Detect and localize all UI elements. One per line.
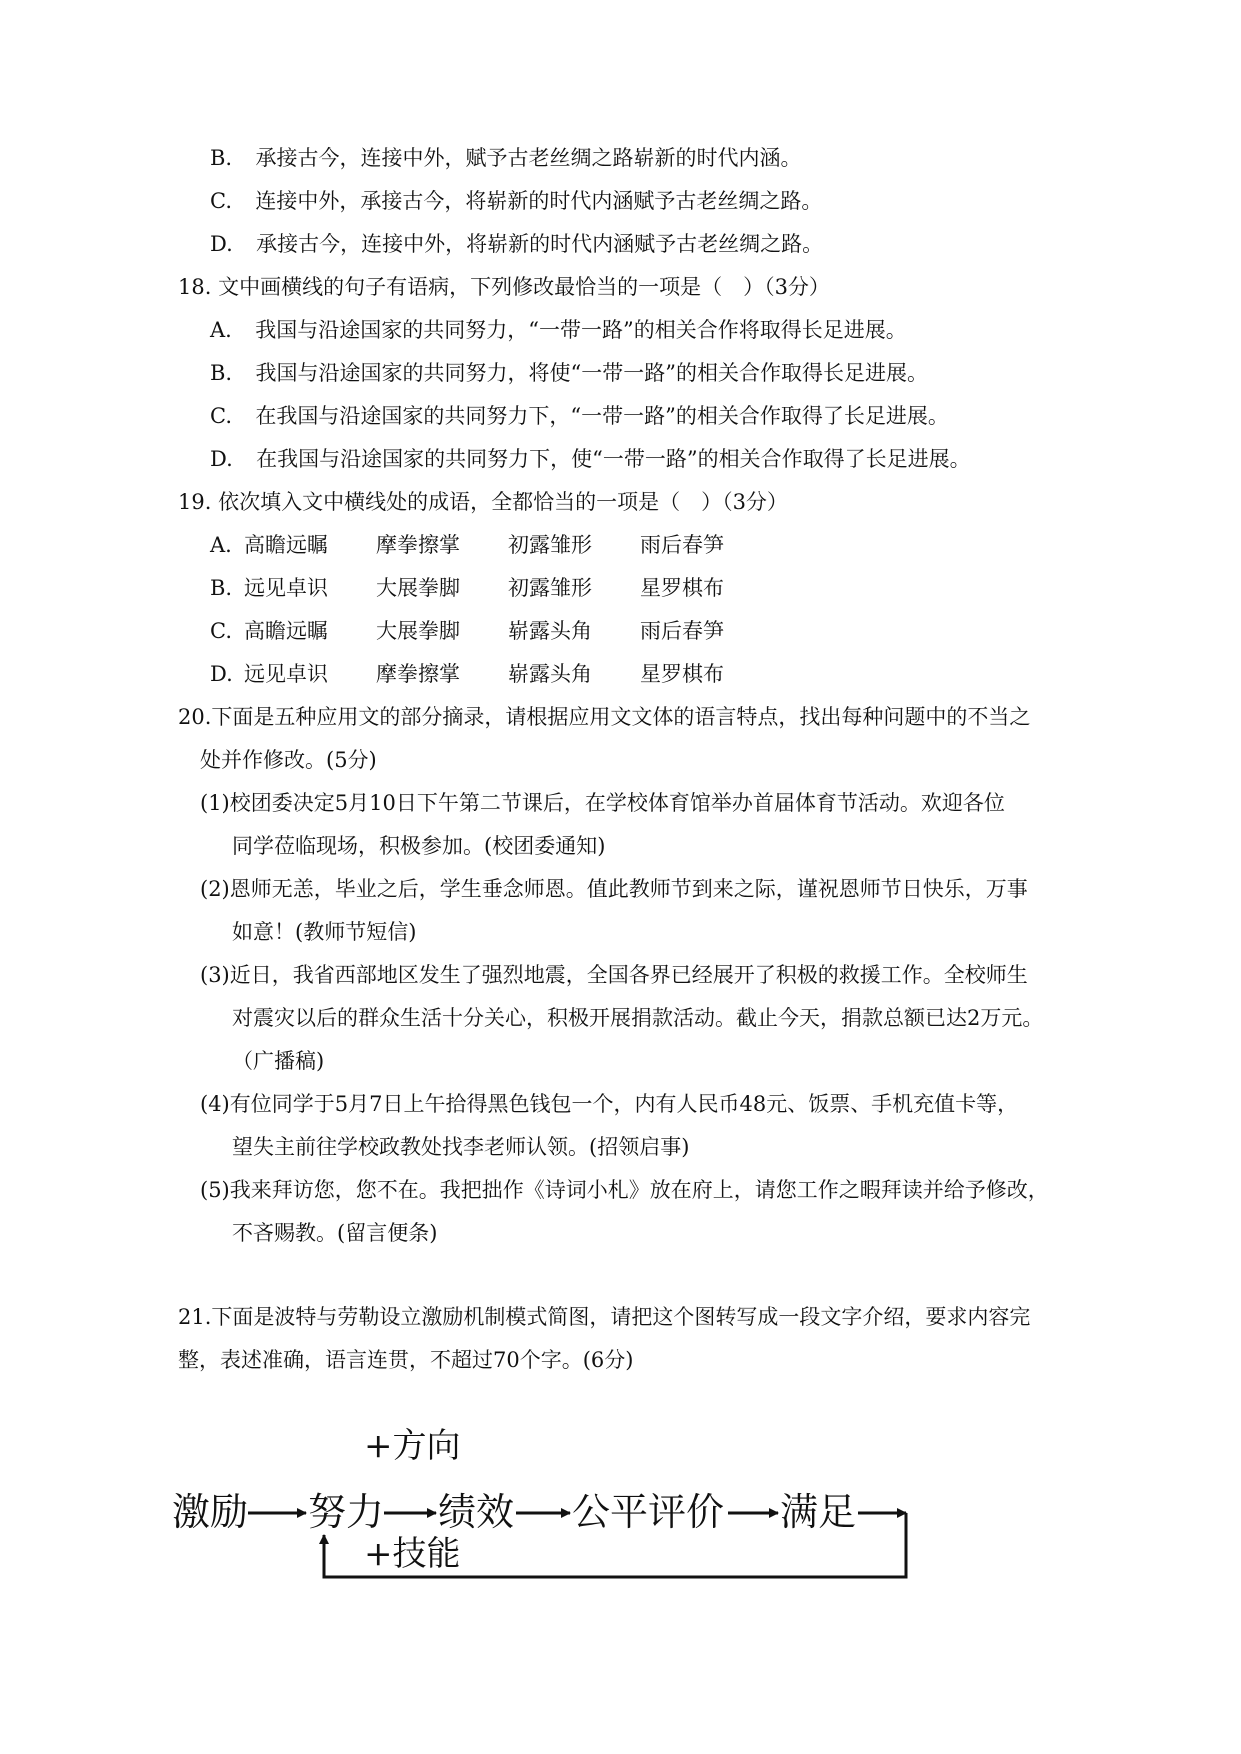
idiom: 崭露头角	[508, 619, 592, 643]
q20-item-3-line2: 对震灾以后的群众生活十分关心，积极开展捐款活动。截止今天，捐款总额已达2万元。	[232, 1006, 1044, 1030]
option-text: 承接古今，连接中外，将崭新的时代内涵赋予古老丝绸之路。	[256, 232, 824, 256]
q20-item-2-line2: 如意！(教师节短信)	[232, 920, 417, 944]
option-letter: A.	[210, 533, 232, 557]
idiom: 雨后春笋	[640, 619, 724, 643]
q20-stem-line1: 20.下面是五种应用文的部分摘录，请根据应用文文体的语言特点，找出每种问题中的不当之	[178, 705, 1031, 729]
idiom: 高瞻远瞩	[244, 533, 328, 557]
q18-stem: 18. 文中画横线的句子有语病，下列修改最恰当的一项是（ ）（3分）	[178, 275, 830, 299]
node-incentive: 激励	[172, 1490, 249, 1534]
idiom: 雨后春笋	[640, 533, 724, 557]
idiom: 崭露头角	[508, 662, 592, 686]
option-letter: D.	[210, 662, 233, 686]
q17-option-b	[210, 143, 801, 173]
q19-option-b	[210, 573, 772, 603]
option-text: 承接古今，连接中外，赋予古老丝绸之路崭新的时代内涵。	[255, 146, 802, 170]
option-text: 我国与沿途国家的共同努力，将使“一带一路”的相关合作取得长足进展。	[255, 361, 928, 385]
node-effort: 努力	[308, 1490, 385, 1534]
q20-item-3-line3: （广播稿)	[232, 1049, 325, 1073]
q20-stem-line2: 处并作修改。(5分)	[200, 748, 377, 772]
option-letter: A.	[210, 318, 232, 342]
q18-option-b	[210, 358, 928, 388]
idiom: 大展拳脚	[376, 619, 460, 643]
idiom: 摩拳擦掌	[376, 662, 460, 686]
option-letter: B.	[210, 146, 233, 170]
q21-stem-line1: 21.下面是波特与劳勒设立激励机制模式简图，请把这个图转写成一段文字介绍，要求内容完	[178, 1305, 1031, 1329]
q18-option-a	[210, 315, 907, 345]
option-text: 连接中外，承接古今，将崭新的时代内涵赋予古老丝绸之路。	[255, 189, 823, 213]
q21-stem-line2: 整，表述准确，语言连贯，不超过70个字。(6分)	[178, 1348, 634, 1372]
idiom: 星罗棋布	[640, 662, 724, 686]
idiom: 大展拳脚	[376, 576, 460, 600]
q20-item-4-line1: (4)有位同学于5月7日上午拾得黑色钱包一个，内有人民币48元、饭票、手机充值卡等，	[200, 1092, 1019, 1116]
q20-item-5-line1: (5)我来拜访您，您不在。我把拙作《诗词小札》放在府上，请您工作之暇拜读并给予修改，	[200, 1178, 1049, 1202]
q19-option-a	[210, 530, 772, 560]
q18-option-c	[210, 401, 949, 431]
option-letter: C.	[210, 619, 232, 643]
incentive-model-diagram	[172, 1425, 932, 1625]
option-letter: D.	[210, 232, 233, 256]
option-text: 在我国与沿途国家的共同努力下，“一带一路”的相关合作取得了长足进展。	[255, 404, 949, 428]
idiom: 初露雏形	[508, 533, 592, 557]
q20-item-3-line1: (3)近日，我省西部地区发生了强烈地震，全国各界已经展开了积极的救援工作。全校师生	[200, 963, 1028, 987]
option-letter: C.	[210, 189, 232, 213]
idiom: 远见卓识	[244, 662, 328, 686]
q19-option-d	[210, 659, 772, 689]
q20-item-4-line2: 望失主前往学校政教处找李老师认领。(招领启事)	[232, 1135, 690, 1159]
q19-stem: 19. 依次填入文中横线处的成语，全都恰当的一项是（ ）（3分）	[178, 490, 788, 514]
option-text: 我国与沿途国家的共同努力，“一带一路”的相关合作将取得长足进展。	[255, 318, 907, 342]
q17-option-d	[210, 229, 823, 259]
direction-label: +方向	[364, 1426, 461, 1466]
skill-label: +技能	[364, 1534, 461, 1574]
idiom: 高瞻远瞩	[244, 619, 328, 643]
option-letter: C.	[210, 404, 232, 428]
idiom: 摩拳擦掌	[376, 533, 460, 557]
option-text: 在我国与沿途国家的共同努力下，使“一带一路”的相关合作取得了长足进展。	[256, 447, 971, 471]
q18-option-d	[210, 444, 971, 474]
q19-option-c	[210, 616, 772, 646]
idiom: 初露雏形	[508, 576, 592, 600]
node-fair-evaluation: 公平评价	[572, 1490, 725, 1534]
q20-item-2-line1: (2)恩师无恙，毕业之后，学生垂念师恩。值此教师节到来之际，谨祝恩师节日快乐，万事	[200, 877, 1028, 901]
node-satisfaction: 满足	[780, 1490, 857, 1534]
option-letter: B.	[210, 361, 233, 385]
q20-item-1-line2: 同学莅临现场，积极参加。(校团委通知)	[232, 834, 606, 858]
q17-option-c	[210, 186, 822, 216]
node-performance: 绩效	[438, 1490, 515, 1534]
idiom: 远见卓识	[244, 576, 328, 600]
q20-item-5-line2: 不吝赐教。(留言便条)	[232, 1221, 438, 1245]
q20-item-1-line1: (1)校团委决定5月10日下午第二节课后，在学校体育馆举办首届体育节活动。欢迎各位	[200, 791, 1005, 815]
idiom: 星罗棋布	[640, 576, 724, 600]
option-letter: B.	[210, 576, 233, 600]
option-letter: D.	[210, 447, 233, 471]
